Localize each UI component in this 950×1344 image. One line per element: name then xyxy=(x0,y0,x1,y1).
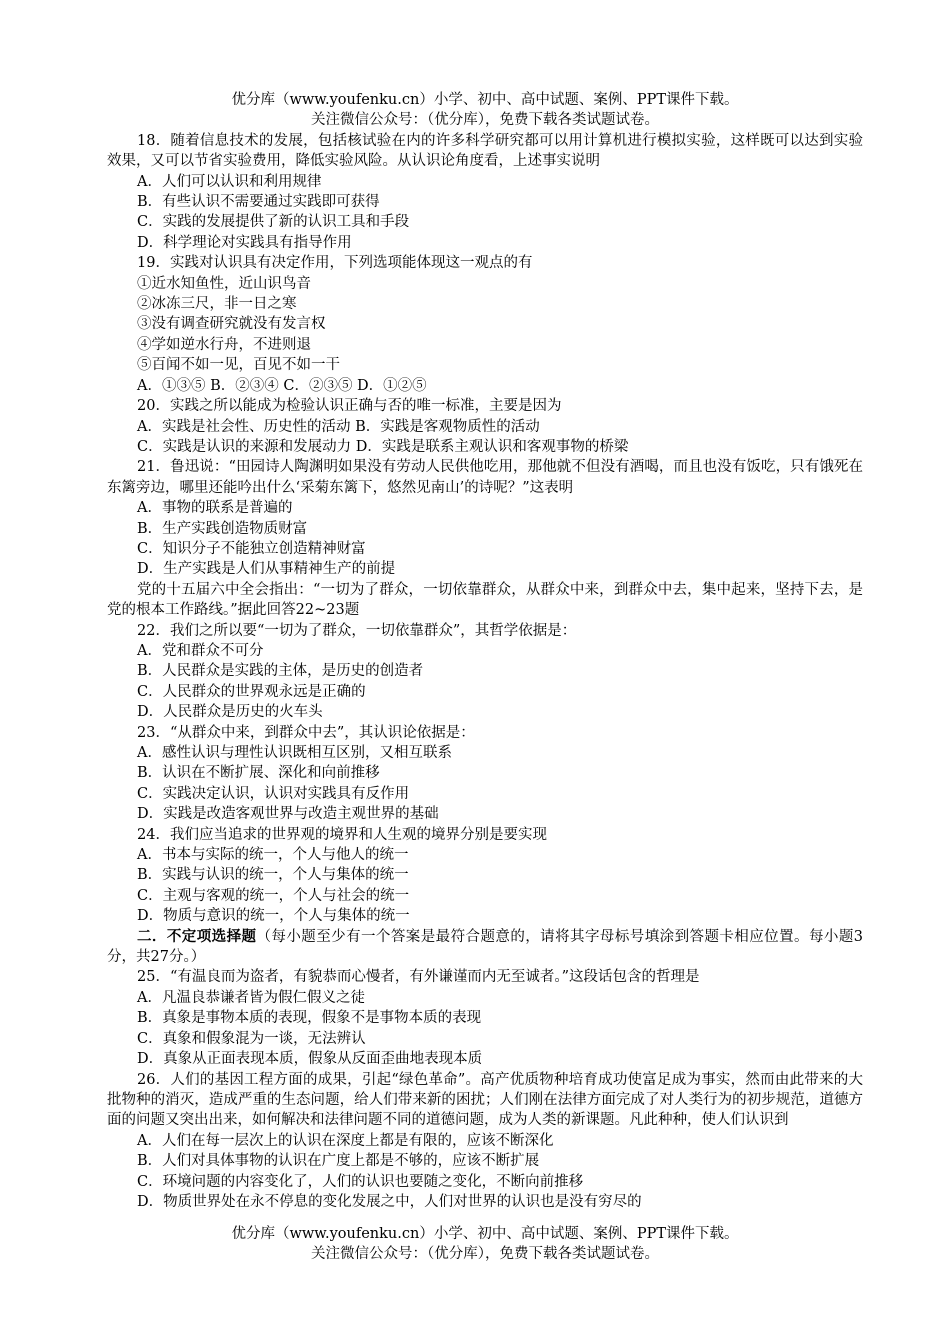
question-19-options: A．①③⑤ B．②③④ C．②③⑤ D．①②⑤ xyxy=(137,377,427,394)
question-19-item-2: ②冰冻三尺，非一日之寒 xyxy=(137,296,297,313)
page-footer xyxy=(107,1224,863,1265)
footer-line-1: 优分库（www.youfenku.cn）小学、初中、高中试题、案例、PPT课件下载。 xyxy=(231,1226,739,1242)
question-26-option-c: C．环境问题的内容变化了，人们的认识也要随之变化，不断向前推移 xyxy=(137,1173,584,1190)
section-2-note: （每小题至少有一个答案是最符合题意的，请将其字母标号填涂到答题卡相应位置。每小题3分，共27分。） xyxy=(107,928,863,966)
question-22-stem: 22．我们之所以要“一切为了群众，一切依靠群众”，其哲学依据是： xyxy=(137,622,577,639)
question-24-option-d: D．物质与意识的统一，个人与集体的统一 xyxy=(137,908,410,925)
question-26-option-d: D．物质世界处在永不停息的变化发展之中，人们对世界的认识也是没有穷尽的 xyxy=(137,1193,642,1210)
question-22-option-b: B．人民群众是实践的主体，是历史的创造者 xyxy=(137,663,424,680)
question-21-option-a: A．事物的联系是普遍的 xyxy=(137,500,293,517)
question-18-option-b: B．有些认识不需要通过实践即可获得 xyxy=(137,194,380,211)
question-25-option-c: C．真象和假象混为一谈，无法辨认 xyxy=(137,1030,366,1047)
question-19-item-5: ⑤百闻不如一见，百见不如一干 xyxy=(137,357,340,374)
question-18-stem: 18．随着信息技术的发展，包括核试验在内的许多科学研究都可以用计算机进行模拟实验，这样既可以达到实验效果，又可以节省实验费用，降低实验风险。从认识论角度看，上述事实说明 xyxy=(107,132,863,170)
question-26-stem: 26．人们的基因工程方面的成果，引起“绿色革命”。高产优质物种培育成功使富足成为事实，然而由此带来的大批物种的消灭，造成严重的生态问题，给人们带来新的困扰；人们刚在法律方面完成了对人类行为的初步规范，道德方面的问题又突出出来，如何解决和法律问题不同的道德问题，成为人类的新课题。凡此种种，使人们认识到 xyxy=(107,1071,863,1129)
question-25-stem: 25．“有温良而为盗者，有貌恭而心慢者，有外谦谨而内无至诚者。”这段话包含的哲理是 xyxy=(137,969,700,986)
question-21-option-b: B．生产实践创造物质财富 xyxy=(137,520,308,537)
question-23-option-b: B．认识在不断扩展、深化和向前推移 xyxy=(137,765,380,782)
question-21-option-c: C．知识分子不能独立创造精神财富 xyxy=(137,540,366,557)
question-20-stem: 20．实践之所以能成为检验认识正确与否的唯一标准，主要是因为 xyxy=(137,398,562,415)
header-line-1: 优分库（www.youfenku.cn）小学、初中、高中试题、案例、PPT课件下载。 xyxy=(231,92,739,108)
question-23-stem: 23．“从群众中来，到群众中去”，其认识论依据是： xyxy=(137,724,475,741)
question-23-option-c: C．实践决定认识，认识对实践具有反作用 xyxy=(137,785,410,802)
footer-line-2: 关注微信公众号：（优分库），免费下载各类试题试卷。 xyxy=(311,1246,659,1263)
section-2-title: 二．不定项选择题 xyxy=(137,927,257,945)
question-24-option-b: B．实践与认识的统一，个人与集体的统一 xyxy=(137,867,409,884)
question-20-options-cd: C．实践是认识的来源和发展动力 D．实践是联系主观认识和客观事物的桥梁 xyxy=(137,438,629,455)
question-20-options-ab: A．实践是社会性、历史性的活动 B．实践是客观物质性的活动 xyxy=(137,418,540,435)
question-22-option-d: D．人民群众是历史的火车头 xyxy=(137,704,323,721)
question-24-stem: 24．我们应当追求的世界观的境界和人生观的境界分别是要实现 xyxy=(137,826,547,843)
question-23-option-a: A．感性认识与理性认识既相互区别，又相互联系 xyxy=(137,745,452,761)
question-19-stem: 19．实践对认识具有决定作用，下列选项能体现这一观点的有 xyxy=(137,255,533,272)
question-21-option-d: D．生产实践是人们从事精神生产的前提 xyxy=(137,561,396,578)
question-23-option-d: D．实践是改造客观世界与改造主观世界的基础 xyxy=(137,806,439,823)
question-18-option-d: D．科学理论对实践具有指导作用 xyxy=(137,234,352,251)
question-24-option-a: A．书本与实际的统一，个人与他人的统一 xyxy=(137,847,409,864)
question-22-option-a: A．党和群众不可分 xyxy=(137,642,264,659)
question-21-stem: 21．鲁迅说：“田园诗人陶渊明如果没有劳动人民供他吃用，那他就不但没有酒喝，而且也没有饭吃，只有饿死在东篱旁边，哪里还能吟出什么‘采菊东篱下，悠然见南山’的诗呢？”这表明 xyxy=(107,459,863,496)
question-19-item-3: ③没有调查研究就没有发言权 xyxy=(137,316,326,333)
question-25-option-b: B．真象是事物本质的表现，假象不是事物本质的表现 xyxy=(137,1010,482,1027)
document-page xyxy=(107,90,863,1212)
question-18-option-c: C．实践的发展提供了新的认识工具和手段 xyxy=(137,214,410,231)
section-2-heading xyxy=(107,927,863,968)
question-24-option-c: C．主观与客观的统一，个人与社会的统一 xyxy=(137,887,410,904)
question-22-option-c: C．人民群众的世界观永远是正确的 xyxy=(137,683,366,700)
question-26-option-b: B．人们对具体事物的认识在广度上都是不够的，应该不断扩展 xyxy=(137,1153,540,1170)
question-18-option-a: A．人们可以认识和利用规律 xyxy=(137,173,322,190)
question-26-option-a: A．人们在每一层次上的认识在深度上都是有限的，应该不断深化 xyxy=(137,1132,554,1149)
question-25-option-d: D．真象从正面表现本质，假象从反面歪曲地表现本质 xyxy=(137,1051,483,1068)
question-25-option-a: A．凡温良恭谦者皆为假仁假义之徒 xyxy=(137,989,365,1006)
questions-22-23-intro: 党的十五届六中全会指出：“一切为了群众，一切依靠群众，从群众中来，到群众中去，集中起来，坚持下去，是党的根本工作路线。”据此回答22~23题 xyxy=(107,581,863,619)
question-19-item-1: ①近水知鱼性，近山识鸟音 xyxy=(137,275,311,292)
question-19-item-4: ④学如逆水行舟，不进则退 xyxy=(137,336,311,353)
header-line-2: 关注微信公众号：（优分库），免费下载各类试题试卷。 xyxy=(311,112,659,129)
